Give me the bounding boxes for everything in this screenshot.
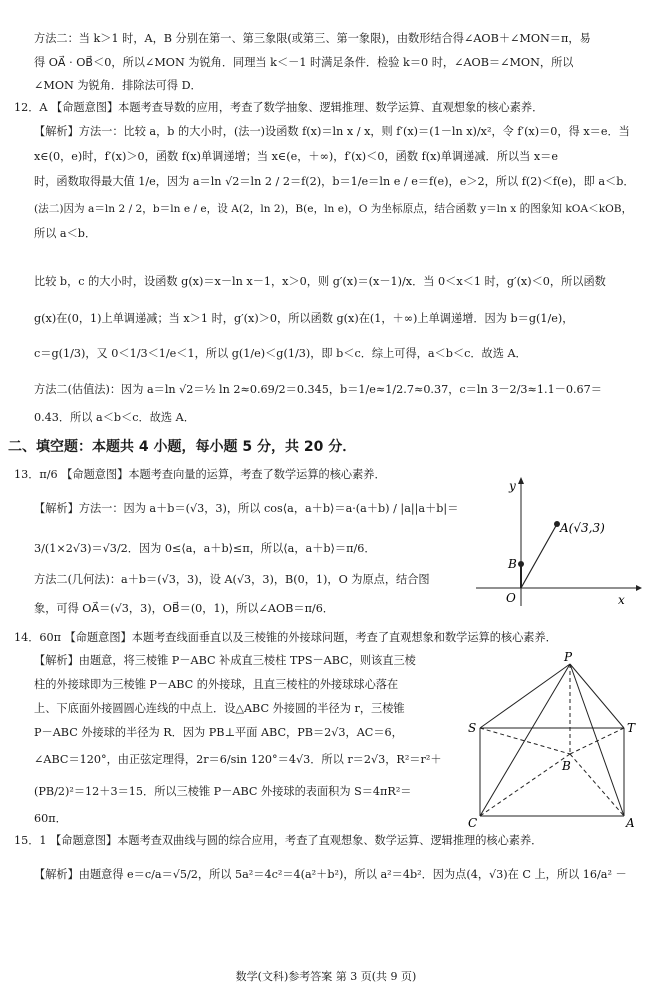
text-line: 时，函数取得最大值 1/e，因为 a＝ln √2＝ln 2 / 2＝f(2)，b＝1/e＝ln e / e＝f(e)，e＞2，所以 f(2)＜f(e)，即 a＜b．	[34, 175, 635, 188]
y-axis-label: y	[509, 479, 516, 493]
text-line: 方法二：当 k＞1 时，A，B 分别在第一、第三象限(或第三、第一象限)，由数形结合得∠AOB＋∠MON＝π，易	[34, 32, 591, 45]
text-line: ∠ABC＝120°，由正弦定理得，2r＝6/sin 120°＝4√3．所以 r＝2√3，R²＝r²＋	[34, 753, 442, 766]
label-s: S	[468, 721, 477, 735]
text-line: g(x)在(0，1)上单调递减；当 x＞1 时，g′(x)＞0，所以函数 g(x)在(1，＋∞)上单调递增．因为 b＝g(1/e)，	[34, 312, 574, 325]
text-line: ∠MON 为锐角．排除法可得 D．	[34, 79, 202, 92]
text-line: 方法二(估值法)：因为 a＝ln √2＝½ ln 2≈0.69/2＝0.345，b＝1/e≈1/2.7≈0.37，c＝ln 3－2/3≈1.1－0.67＝	[34, 383, 602, 396]
text-line: 【解析】方法一：比较 a，b 的大小时，(法一)设函数 f(x)＝ln x / x，则 f′(x)＝(1－ln x)/x²，令 f′(x)＝0，得 x＝e．当	[34, 125, 630, 138]
text-line: 比较 b，c 的大小时，设函数 g(x)＝x－ln x－1，x＞0，则 g′(x)＝(x－1)/x．当 0＜x＜1 时，g′(x)＜0，所以函数	[34, 275, 606, 288]
prism-figure	[466, 650, 646, 830]
text-line: x∈(0，e)时，f′(x)＞0，函数 f(x)单调递增；当 x∈(e，＋∞)，f′(x)＜0，函数 f(x)单调递减．所以当 x＝e	[34, 150, 558, 163]
text-line: 象，可得 OA⃗＝(√3，3)，OB⃗＝(0，1)，所以∠AOB＝π/6．	[34, 602, 334, 615]
page-footer: 数学(文科)参考答案 第 3 页(共 9 页)	[235, 970, 417, 983]
label-p: P	[564, 650, 573, 664]
text-line: 12．A 【命题意图】本题考查导数的应用，考查了数学抽象、逻辑推理、数学运算、直观想象的核心素养．	[14, 101, 544, 114]
label-b: B	[562, 759, 571, 773]
vector-figure	[468, 470, 648, 610]
text-line: 13．π/6 【命题意图】本题考查向量的运算，考查了数学运算的核心素养．	[14, 468, 386, 481]
text-line: (法二)因为 a＝ln 2 / 2，b＝ln e / e，设 A(2，ln 2)，B(e，ln e)，O 为坐标原点，结合函数 y＝ln x 的图象知 kOA＜kOB，	[34, 203, 633, 215]
text-line: 方法二(几何法)：a＋b＝(√3，3)，设 A(√3，3)，B(0，1)，O 为原点，结合图	[34, 573, 430, 586]
text-line: 得 OA⃗ · OB⃗＜0，所以∠MON 为锐角．同理当 k＜－1 时满足条件．检验 k＝0 时，∠AOB＝∠MON，所以	[34, 56, 574, 69]
point-b-label: B	[508, 557, 517, 571]
text-line: 60π．	[34, 812, 67, 825]
x-axis-label: x	[618, 593, 625, 607]
label-a: A	[626, 816, 635, 830]
text-line: 【解析】由题意，将三棱锥 P－ABC 补成直三棱柱 TPS－ABC，则该直三棱	[34, 654, 416, 667]
text-line: 【解析】方法一：因为 a＋b＝(√3，3)，所以 cos⟨a，a＋b⟩＝a·(a＋b) / |a||a＋b|＝	[34, 502, 459, 515]
text-line: 0.43．所以 a＜b＜c．故选 A．	[34, 411, 195, 424]
text-line: 14．60π 【命题意图】本题考查线面垂直以及三棱锥的外接球问题，考查了直观想象和数学运算的核心素养．	[14, 631, 557, 644]
origin-label: O	[506, 591, 516, 605]
point-a-label: A(√3,3)	[560, 521, 605, 535]
text-line: 15．1 【命题意图】本题考查双曲线与圆的综合应用，考查了直观想象、数学运算、逻辑推理的核心素养．	[14, 834, 543, 847]
text-line: c＝g(1/3)，又 0＜1/3＜1/e＜1，所以 g(1/e)＜g(1/3)，即 b＜c．综上可得，a＜b＜c．故选 A．	[34, 347, 527, 360]
text-line: (PB/2)²＝12＋3＝15．所以三棱锥 P－ABC 外接球的表面积为 S＝4πR²＝	[34, 785, 412, 798]
label-c: C	[468, 816, 478, 830]
section-heading: 二、填空题：本题共 4 小题，每小题 5 分，共 20 分．	[8, 439, 357, 455]
text-line: 3/(1×2√3)＝√3/2．因为 0≤⟨a，a＋b⟩≤π，所以⟨a，a＋b⟩＝π/6．	[34, 542, 376, 555]
text-line: P－ABC 外接球的半径为 R．因为 PB⊥平面 ABC，PB＝2√3，AC＝6，	[34, 726, 403, 739]
text-line: 上、下底面外接圆圆心连线的中点上．设△ABC 外接圆的半径为 r，三棱锥	[34, 702, 405, 715]
text-line: 【解析】由题意得 e＝c/a＝√5/2，所以 5a²＝4c²＝4(a²＋b²)，所以 a²＝4b²．因为点(4，√3)在 C 上，所以 16/a² －	[34, 868, 627, 881]
text-line: 柱的外接球即为三棱锥 P－ABC 的外接球，且直三棱柱的外接球球心落在	[34, 678, 399, 691]
label-t: T	[627, 721, 636, 735]
text-line: 所以 a＜b．	[34, 227, 97, 240]
